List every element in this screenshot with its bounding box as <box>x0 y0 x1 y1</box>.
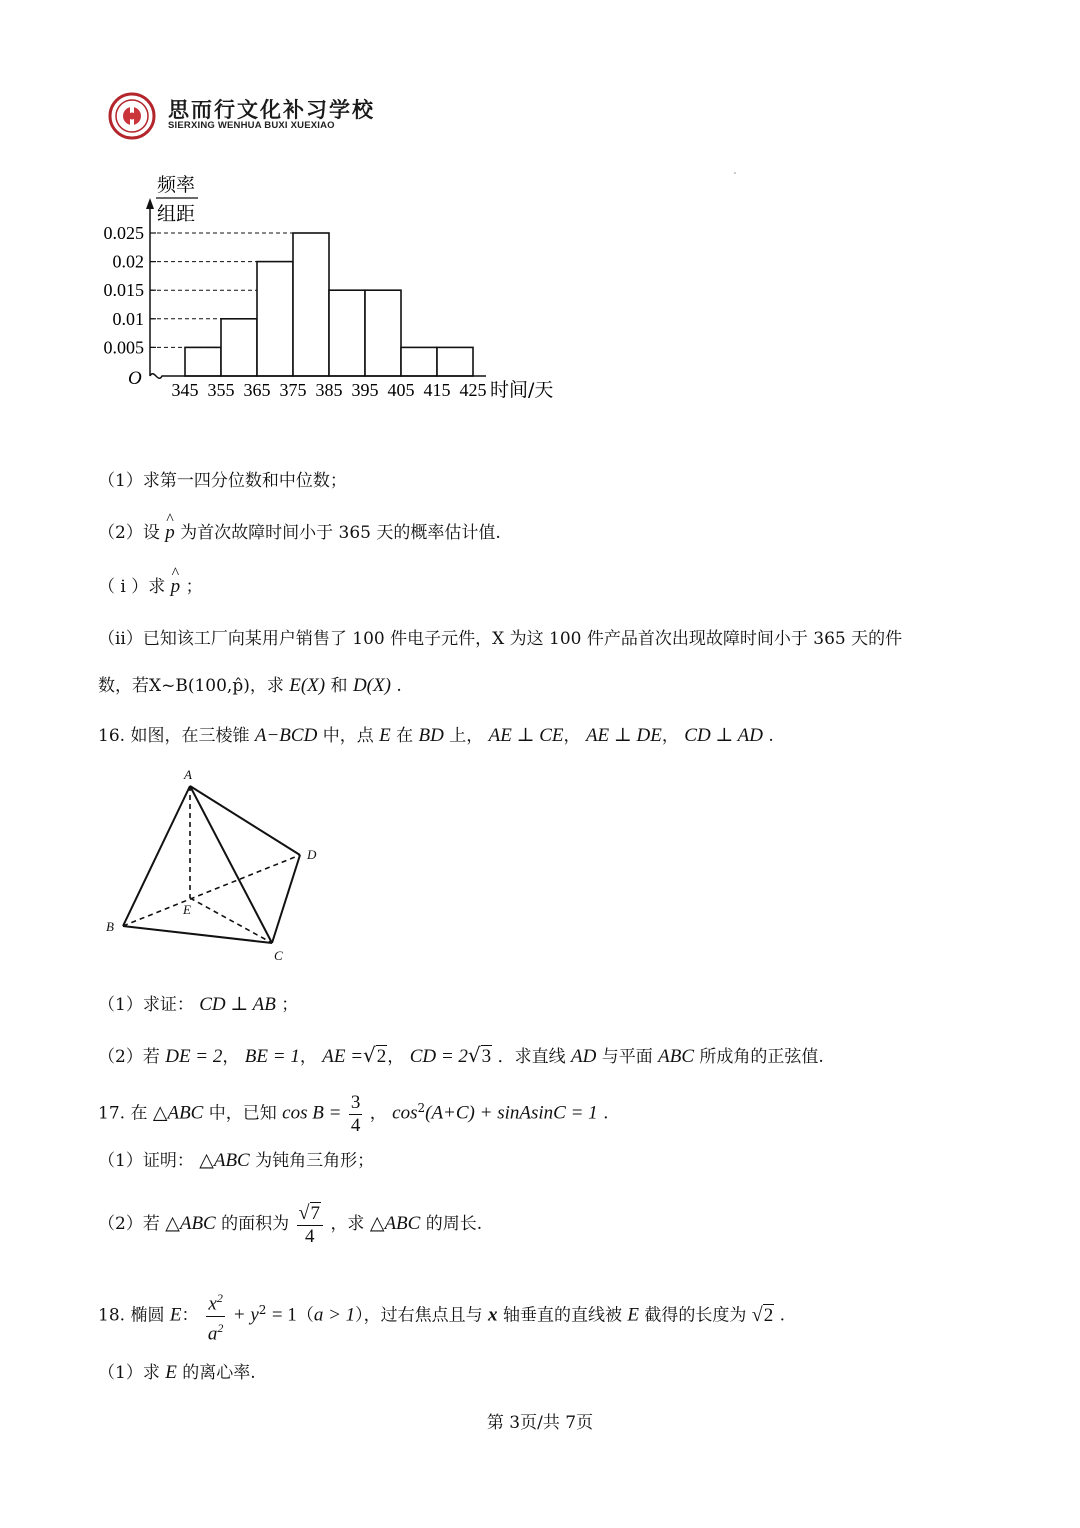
math-pyramid: A−BCD <box>254 725 318 746</box>
q16-part2-text: 与平面 <box>601 1047 653 1067</box>
math-ad: AD <box>570 1046 597 1067</box>
q16-text: 上， <box>449 726 484 746</box>
p-hat-symbol: ^ p <box>165 520 175 546</box>
p-hat-symbol: ^ p <box>171 574 181 600</box>
math-perp: CD ⊥ AB <box>199 994 276 1015</box>
y-tick-label: 0.02 <box>112 251 144 272</box>
math-condition: a > 1 <box>313 1304 356 1326</box>
q18-stem <box>98 1284 785 1345</box>
math-square: 2 <box>258 1303 267 1317</box>
vertex-label-a: A <box>184 767 192 782</box>
histogram-bar <box>365 290 401 376</box>
origin-label: O <box>128 368 142 389</box>
q15-part-ii-line1 <box>98 626 902 652</box>
q18-lead: 18. 椭圆 <box>98 1305 165 1326</box>
math-identity: (A+C) + sinAsinC = 1 <box>425 1102 598 1124</box>
x-tick-label: 345 <box>171 380 199 400</box>
x-tick-label: 375 <box>279 380 307 400</box>
q18-part1-text: 的离心率. <box>182 1363 256 1383</box>
math-abc: ABC <box>658 1046 695 1067</box>
pyramid-figure <box>96 762 336 972</box>
math-ellipse-e: E <box>627 1304 639 1326</box>
sqrt-2: √2 <box>751 1303 774 1326</box>
q16-part2-text: 所成角的正弦值. <box>699 1047 824 1067</box>
histogram-bar <box>437 347 473 376</box>
vertex-label-b: B <box>106 919 114 934</box>
math-cd: CD = 2 <box>409 1046 468 1067</box>
q16-text: 在 <box>396 726 414 746</box>
q15-part-i-end: ； <box>185 577 203 597</box>
histogram-bar <box>401 347 437 376</box>
q17-part2-lead: （2）若 <box>98 1214 160 1234</box>
math-cos-b: cos B = <box>282 1102 342 1124</box>
math-perp-1: AE ⊥ CE <box>488 725 564 746</box>
period: . <box>396 676 402 696</box>
math-perp-2: AE ⊥ DE <box>585 725 662 746</box>
math-triangle: △ABC <box>152 1102 204 1124</box>
frequency-histogram <box>80 168 580 408</box>
y-axis-arrow <box>146 198 154 209</box>
edge-bc <box>123 926 272 943</box>
period: . <box>603 1103 609 1124</box>
school-name-cn: 思而行文化补习学校 <box>168 98 375 122</box>
q18-part1 <box>98 1360 256 1386</box>
x-tick-label: 365 <box>243 380 271 400</box>
q17-part2-text: 的周长. <box>425 1214 483 1234</box>
page-footer <box>0 1408 1080 1433</box>
math-cos: cos <box>392 1102 418 1124</box>
math-be: BE = 1 <box>244 1046 300 1067</box>
fraction-x2-a2: $\frac{x^2}{a^2}$ <box>207 1291 224 1344</box>
comma: ， <box>369 1103 387 1124</box>
q17-part2-text: 的面积为 <box>221 1214 290 1234</box>
math-x: x <box>488 1304 498 1326</box>
q15-part-i-lead: （ i ）求 <box>98 577 166 597</box>
q15-part-ii-line2 <box>98 673 402 699</box>
math-square: 2 <box>417 1101 426 1115</box>
math-ae: AE = <box>322 1046 364 1067</box>
x-axis-label: 时间/天 <box>490 379 554 401</box>
y-axis-label-top: 频率 <box>157 174 196 196</box>
vertex-label-c: C <box>274 948 283 963</box>
edge-ab <box>123 786 190 926</box>
fraction-sqrt7-4: $\frac{√7}{4}$ <box>297 1202 323 1248</box>
q15-part1-text: （1）求第一四分位数和中位数； <box>98 471 347 491</box>
edge-ad <box>190 786 300 855</box>
y-tick-label: 0.005 <box>103 337 144 358</box>
fraction-3-4: $\frac{3}{4}$ <box>350 1091 361 1136</box>
x-tick-label: 425 <box>459 380 487 400</box>
math-perp-3: CD ⊥ AD <box>684 725 764 746</box>
math-segment-bd: BD <box>418 725 444 746</box>
q18-text: 轴垂直的直线被 <box>502 1305 622 1326</box>
q16-part2-lead: （2）若 <box>98 1047 160 1067</box>
q16-part2: （2）若 DE = 2， BE = 1， AE =√2， CD = 2√3 ．求直线 AD 与平面 ABC 所成角的正弦值. <box>98 1042 824 1070</box>
q15-part2-lead: （2）设 <box>98 523 160 543</box>
q15-part-i <box>98 574 203 600</box>
sqrt-2: √2 <box>363 1043 387 1067</box>
histogram-bar <box>221 319 257 376</box>
q16-part1-lead: （1）求证： <box>98 995 194 1015</box>
x-tick-label: 355 <box>207 380 235 400</box>
q16-lead: 16. 如图，在三棱锥 <box>98 726 250 746</box>
x-tick-label: 415 <box>423 380 451 400</box>
math-ellipse-e: E <box>165 1362 177 1383</box>
math-triangle: △ABC <box>369 1213 421 1234</box>
q17-part1-text: 为钝角三角形； <box>255 1151 375 1171</box>
q15-part2-text: 为首次故障时间小于 365 天的概率估计值. <box>180 523 501 543</box>
period: . <box>768 726 774 746</box>
q17-part2 <box>98 1198 482 1250</box>
school-seal-icon <box>108 92 156 140</box>
math-de: DE = 2 <box>165 1046 223 1067</box>
scan-dot <box>734 172 736 174</box>
q16-part1 <box>98 992 298 1018</box>
comma: ， <box>661 726 679 746</box>
comma: ， <box>563 726 581 746</box>
edge-cd <box>272 855 300 943</box>
y-tick-label: 0.015 <box>103 280 144 301</box>
q17-part2-text: ，求 <box>330 1214 365 1234</box>
y-axis-label-bottom: 组距 <box>157 203 196 225</box>
q17-part1-lead: （1）证明： <box>98 1151 194 1171</box>
sqrt-3: √3 <box>467 1043 492 1067</box>
math-equals-one: = 1 <box>271 1304 297 1326</box>
expectation-expression: E(X) <box>289 675 326 696</box>
q17-part1 <box>98 1148 374 1174</box>
x-tick-label: 385 <box>315 380 343 400</box>
axis-break-mark <box>150 374 173 379</box>
q15-part-ii-lead: 数，若X~B(100,p̂)，求 <box>98 676 284 696</box>
q15-part1 <box>98 468 347 494</box>
vertex-label-d: D <box>307 847 317 862</box>
math-triangle: △ABC <box>165 1213 216 1234</box>
q16-part2-text: ．求直线 <box>497 1047 566 1067</box>
x-tick-label: 405 <box>387 380 415 400</box>
q17-lead: 17. 在 <box>98 1103 148 1124</box>
colon: ： <box>181 1305 199 1326</box>
math-plus-y: + y <box>232 1304 259 1326</box>
histogram-bar <box>329 290 365 376</box>
math-point-e: E <box>379 725 391 746</box>
period: . <box>779 1305 786 1326</box>
histogram-bar <box>293 233 329 376</box>
paren: （ <box>296 1305 314 1326</box>
q16-text: 中，点 <box>322 726 374 746</box>
histogram-bar <box>185 347 221 376</box>
vertex-label-e: E <box>183 902 191 917</box>
y-tick-label: 0.025 <box>103 223 144 243</box>
semicolon: ； <box>281 995 299 1015</box>
conjunction: 和 <box>330 676 348 696</box>
math-triangle: △ABC <box>199 1150 250 1171</box>
page-number: 第 3页/共 7页 <box>486 1413 594 1433</box>
math-ellipse-e: E <box>169 1304 182 1326</box>
q16-stem <box>98 723 774 749</box>
edge-bd <box>123 855 300 926</box>
q15-part2 <box>98 520 501 546</box>
histogram-bar <box>257 262 293 376</box>
school-name-en: SIERXING WENHUA BUXI XUEXIAO <box>168 120 335 131</box>
q17-stem <box>98 1084 608 1138</box>
q17-text: 中，已知 <box>208 1103 277 1124</box>
q18-text: ），过右焦点且与 <box>355 1305 483 1326</box>
edge-ac <box>190 786 272 943</box>
variance-expression: D(X) <box>352 675 391 696</box>
q18-part1-lead: （1）求 <box>98 1363 160 1383</box>
q18-text: 截得的长度为 <box>644 1305 747 1326</box>
y-tick-label: 0.01 <box>112 308 144 329</box>
q15-part-ii-text: （ii）已知该工厂向某用户销售了 100 件电子元件，X 为这 100 件产品首次出现故障时间小于 365 天的件 <box>98 629 903 649</box>
x-tick-label: 395 <box>351 380 379 400</box>
